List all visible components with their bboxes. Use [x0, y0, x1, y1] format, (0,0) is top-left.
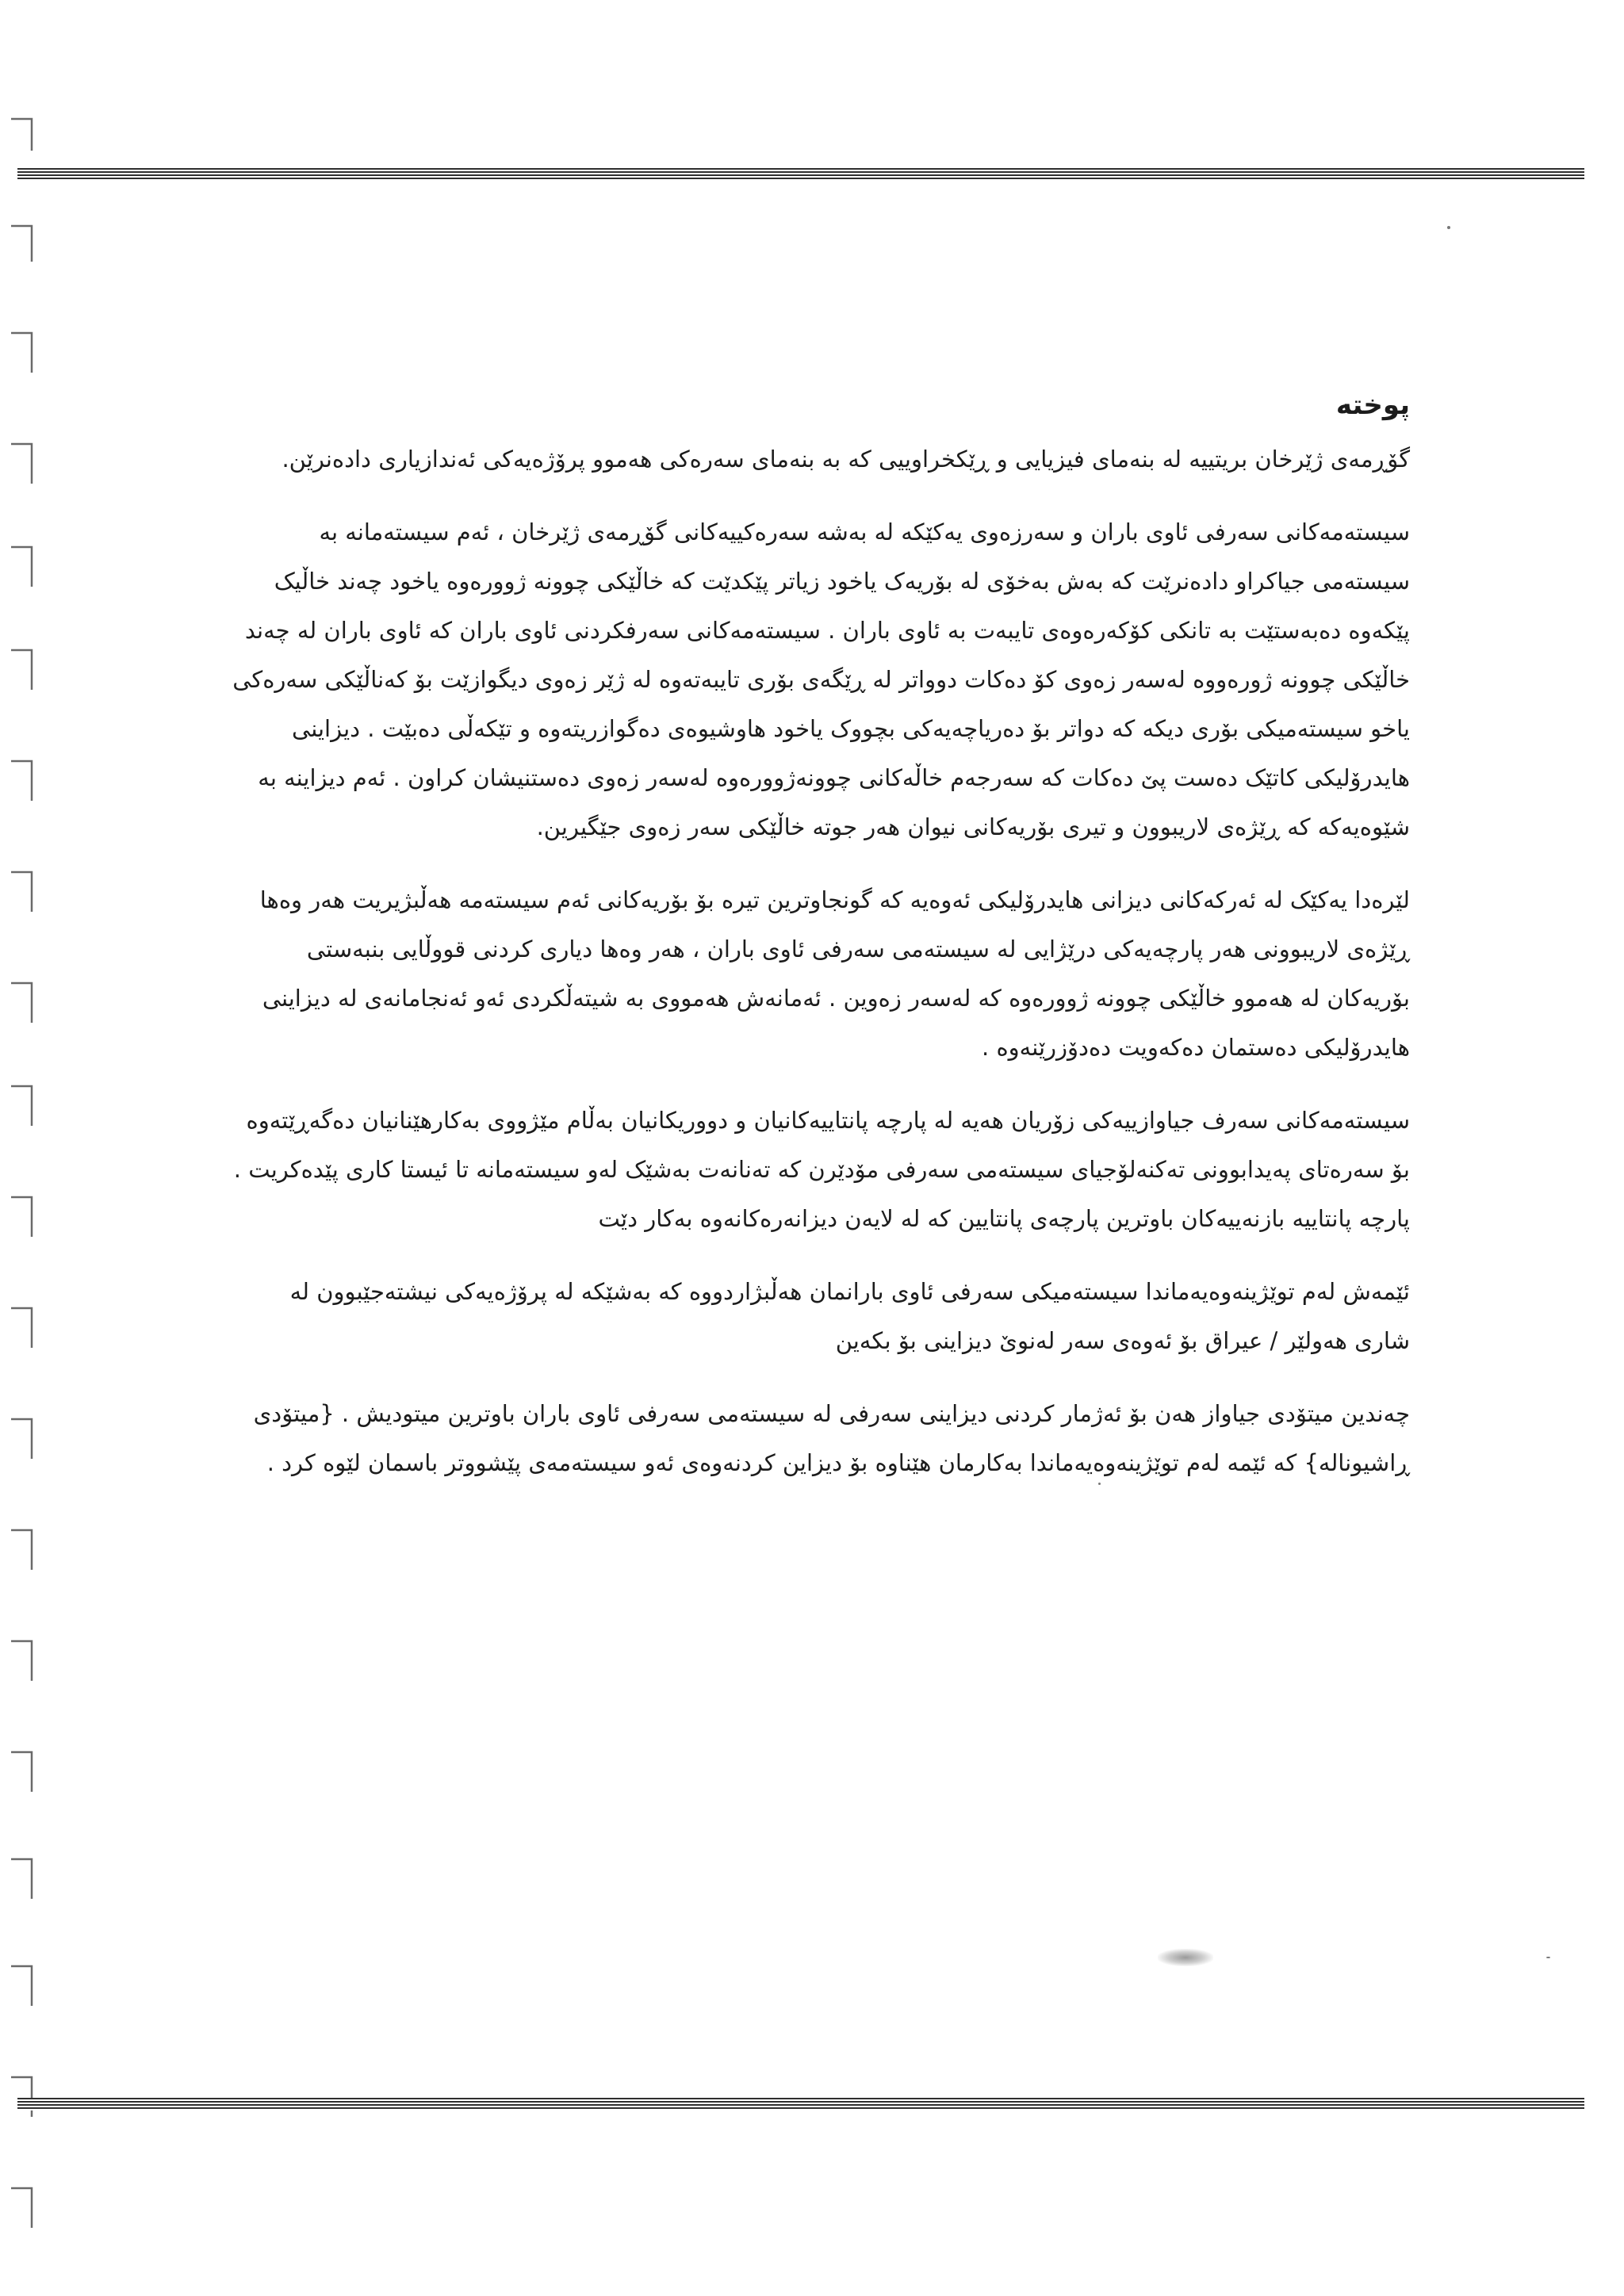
scan-smudge	[1158, 1949, 1213, 1966]
paragraph: ئێمەش لەم توێژینەوەیەماندا سیستەمیکی سەرفی ئاوی بارانمان هەڵبژاردووە کە بەشێکە لە پرۆژەیەکی نیشتەجێبوون لە شاری هەولێر / عیراق بۆ ئەوەی سەر لەنوێ دیزاینی بۆ بکەین	[289, 1278, 1410, 1354]
scan-speck	[1447, 226, 1450, 229]
footer-rule	[17, 2098, 1584, 2110]
document-body	[230, 381, 1410, 1511]
paragraph: لێرەدا یەکێک لە ئەرکەکانی دیزانی هایدرۆلیکی ئەوەیە کە گونجاوترین تیرە بۆ بۆریەکانی ئەم سیستەمە هەڵبژیریت هەر وەها ڕێژەی لاریبوونی هەر پارچەیەکی درێژایی لە سیستەمی سەرفی ئاوی باران ، هەر وەها دیاری کردنی قووڵایی بنبەستی بۆریەکان لە هەموو خاڵێکی چوونە ژوورەوە کە لەسەر زەوین . ئەمانەش هەمووی بە شیتەڵکردی ئەو ئەنجامانەی لە دیزاینی هایدرۆلیکی دەستمان دەکەویت دەدۆزرێنەوە .	[259, 886, 1410, 1061]
binder-hole-marks	[0, 0, 48, 2296]
paragraph: چەندین میتۆدی جیاواز هەن بۆ ئەژمار کردنی دیزاینی سەرفی لە سیستەمی سەرفی ئاوی باران باوترین میتودیش . {میتۆدی ڕاشیونالە} کە ئێمە لەم توێژینەوەیەماندا بەکارمان هێناوە بۆ دیزاین کردنەوەی ئەو سیستەمەی پێشووتر باسمان لێوە کرد .	[253, 1400, 1410, 1476]
scan-speck	[1546, 1957, 1550, 1958]
document-title: پوختە	[1335, 389, 1410, 421]
paragraph: گۆڕمەی ژێرخان بریتییە لە بنەمای فیزیایی و ڕێکخراوییی کە بە بنەمای سەرەکی هەموو پرۆژەیەکی ئەندازیاری دادەنرێن.	[282, 446, 1410, 473]
header-rule	[17, 168, 1584, 181]
paragraph: سیستەمەکانی سەرف جیاوازییەکی زۆریان هەیە لە پارچە پانتاییەکانیان و دووریکانیان بەڵام مێژووی بەکارهێنانیان دەگەڕێتەوە بۆ سەرەتای پەیدابوونی تەکنەلۆجیای سیستەمی سەرفی مۆدێرن کە تەنانەت بەشێک لەو سیستەمانە تا ئیستا کاری پێدەکریت . پارچە پانتاییە بازنەییەکان باوترین پارچەی پانتایین کە لە لایەن دیزانەرەکانەوە بەکار دێت	[233, 1107, 1410, 1232]
paragraph: سیستەمەکانی سەرفی ئاوی باران و سەرزەوی یەکێکە لە بەشە سەرەکییەکانی گۆڕمەی ژێرخان ، ئەم سیستەمانە بە سیستەمی جیاکراو دادەنرێت کە بەش بەخۆی لە بۆریەک یاخود زیاتر پێکدێت کە خاڵێکی چوونە ژوورەوە یاخود چەند خاڵیک پێکەوە دەبەستێت بە تانکی کۆکەرەوەی تایبەت بە ئاوی باران . سیستەمەکانی سەرفکردنی ئاوی باران کە ئاوی باران لە چەند خاڵێکی چوونە ژورەووە لەسەر زەوی کۆ دەکات دوواتر لە ڕێگەی بۆری تایبەتەوە لە ژێر زەوی دیگوازێت بۆ کەناڵێکی سەرەکی یاخو سیستەمیکی بۆری دیکە کە دواتر بۆ دەریاچەیەکی بچووک یاخود هاوشیوەی دەگوازریتەوە و تێکەڵی دەبێت . دیزاینی هایدرۆلیکی کاتێک دەست پێ دەکات کە سەرجەم خاڵەکانی چوونەژوورەوە لەسەر زەوی دەستنیشان کراون . ئەم دیزاینە بە شێوەیەکە کە ڕێژەی لاریبوون و تیری بۆریەکانی نیوان هەر جوتە خاڵێکی سەر زەوی جێگیرین.	[232, 519, 1410, 840]
